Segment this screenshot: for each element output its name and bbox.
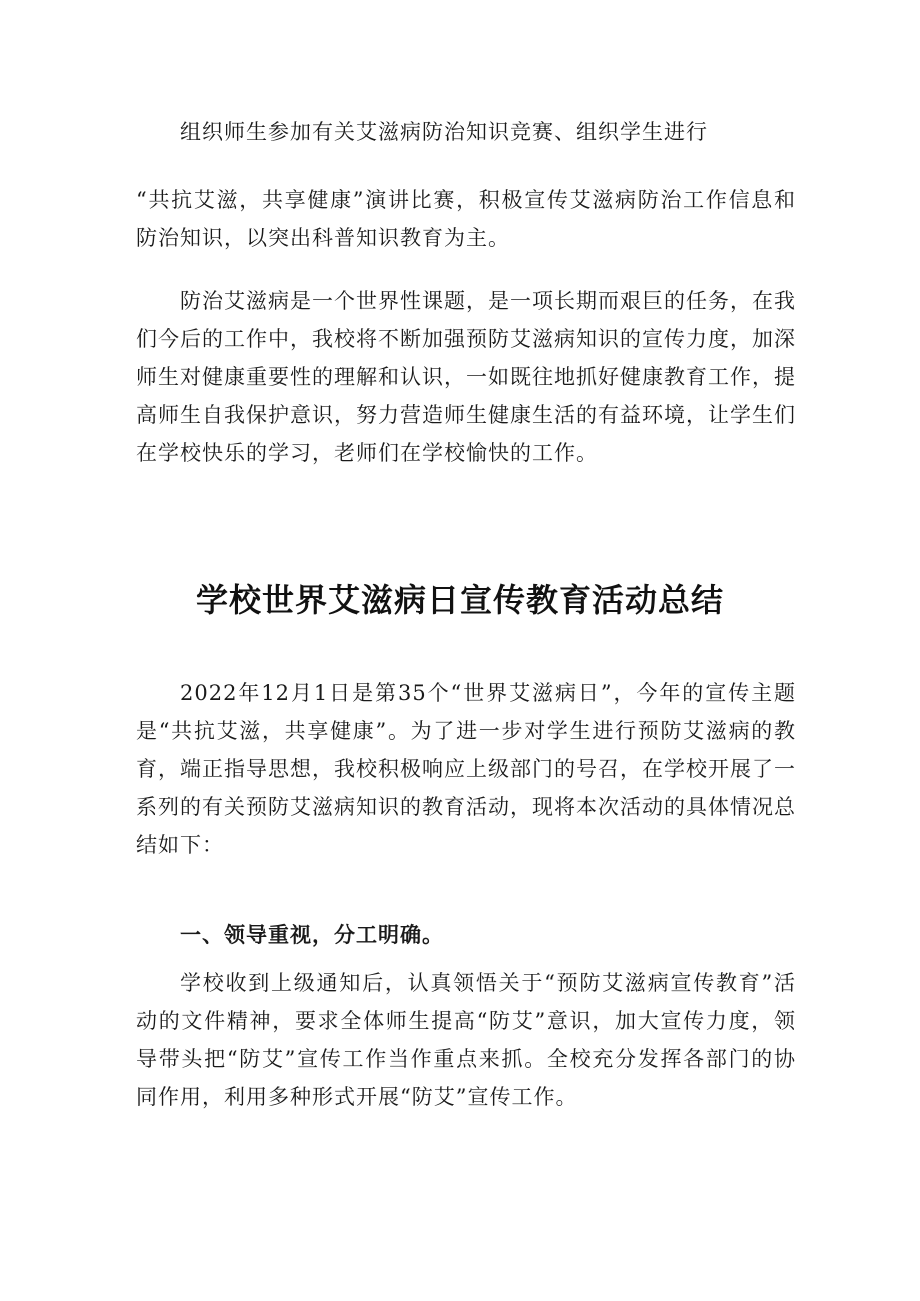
section-heading-1: 一、领导重视，分工明确。 xyxy=(180,923,444,947)
paragraph-2: 防治艾滋病是一个世界性课题，是一项长期而艰巨的任务，在我们今后的工作中，我校将不断加强预防艾滋病知识的宣传力度，加深师生对健康重要性的理解和认识，一如既往地抓好健康教育工作，提高师生自我保护意识，努力营造师生健康生活的有益环境，让学生们在学校快乐的学习，老师们在学校愉快的工作。 xyxy=(136,289,796,465)
paragraph-4: 学校收到上级通知后，认真领悟关于“预防艾滋病宣传教育”活动的文件精神，要求全体师生提高“防艾”意识，加大宣传力度，领导带头把“防艾”宣传工作当作重点来抓。全校充分发挥各部门的协同作用，利用多种形式开展“防艾”宣传工作。 xyxy=(136,971,796,1109)
document-title: 学校世界艾滋病日宣传教育活动总结 xyxy=(195,581,724,619)
paragraph-3: 2022年12月1日是第35个“世界艾滋病日”，今年的宣传主题是“共抗艾滋，共享健康”。为了进一步对学生进行预防艾滋病的教育，端正指导思想，我校积极响应上级部门的号召，在学校开展了一系列的有关预防艾滋病知识的教育活动，现将本次活动的具体情况总结如下： xyxy=(136,681,796,857)
paragraph-1-continuation: “共抗艾滋，共享健康”演讲比赛，积极宣传艾滋病防治工作信息和防治知识，以突出科普知识教育为主。 xyxy=(136,188,796,250)
paragraph-1-first-line: 组织师生参加有关艾滋病防治知识竞赛、组织学生进行 xyxy=(180,120,708,144)
